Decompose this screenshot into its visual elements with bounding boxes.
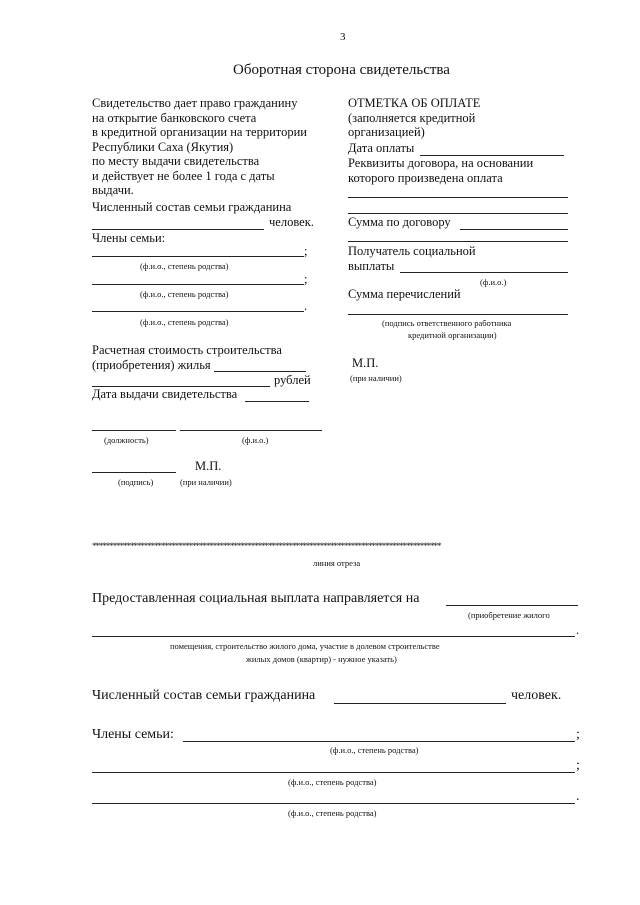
semicolon: ; <box>576 758 580 773</box>
members-label: Члены семьи: <box>92 231 166 245</box>
contract-details-field-1[interactable] <box>348 197 568 198</box>
signature-field[interactable] <box>92 472 176 473</box>
member-caption-3: (ф.и.о., степень родства) <box>140 317 229 327</box>
payment-date-label: Дата оплаты <box>348 141 415 155</box>
cost-field-1[interactable] <box>214 371 306 372</box>
direction-text: Предоставленная социальная выплата направляется на <box>92 591 420 606</box>
cost-label-1: Расчетная стоимость строительства <box>92 343 282 357</box>
contract-details-field-2[interactable] <box>348 213 568 214</box>
rubles-label: рублей <box>274 373 311 387</box>
purpose-caption-2: жилых домов (квартир) - нужное указать) <box>246 654 397 664</box>
issue-date-field[interactable] <box>245 401 309 402</box>
payment-mark: ОТМЕТКА ОБ ОПЛАТЕ (заполняется кредитной организацией) <box>348 96 481 139</box>
semicolon: ; <box>304 244 308 258</box>
signature-caption: (подпись) <box>118 477 154 487</box>
officer-signature-caption-2: кредитной организации) <box>408 330 497 340</box>
bottom-family-label: Численный состав семьи гражданина <box>92 688 316 703</box>
contract-sum-label: Сумма по договору <box>348 215 451 229</box>
bottom-member-caption-1: (ф.и.о., степень родства) <box>330 745 419 755</box>
position-caption: (должность) <box>104 435 149 445</box>
purpose-field-2[interactable] <box>92 636 575 637</box>
semicolon: ; <box>304 272 308 286</box>
page-number: 3 <box>340 31 346 43</box>
member-caption-2: (ф.и.о., степень родства) <box>140 289 229 299</box>
right-stamp-label: М.П. <box>352 356 379 370</box>
bottom-member-caption-3: (ф.и.о., степень родства) <box>288 808 377 818</box>
intro-text: Свидетельство дает право гражданину на открытие банковского счета в кредитной организации на территории Республики Саха (Якутия) по месту выдачи свидетельства и действует не более 1 года с даты выдачи. <box>92 96 307 197</box>
member-field-1[interactable] <box>92 256 304 257</box>
cost-label-2: (приобретения) жилья <box>92 358 211 372</box>
fio-caption: (ф.и.о.) <box>242 435 269 445</box>
member-field-2[interactable] <box>92 284 304 285</box>
issue-date-label: Дата выдачи свидетельства <box>92 387 238 401</box>
transfer-sum-field[interactable] <box>348 314 568 315</box>
position-field[interactable] <box>92 430 176 431</box>
stamp-label: М.П. <box>195 459 222 473</box>
period: . <box>304 299 308 313</box>
family-count-label: Численный состав семьи гражданина <box>92 200 292 214</box>
recipient-field[interactable] <box>400 272 568 273</box>
period: . <box>576 789 580 804</box>
semicolon: ; <box>576 727 580 742</box>
family-count-field[interactable] <box>92 229 264 230</box>
contract-sum-field[interactable] <box>460 229 568 230</box>
persons-label: человек. <box>269 215 314 229</box>
bottom-member-field-1[interactable] <box>183 741 575 742</box>
bottom-persons-label: человек. <box>511 688 562 703</box>
recipient-label: Получатель социальной выплаты <box>348 244 476 273</box>
bottom-member-field-2[interactable] <box>92 772 575 773</box>
cut-line-label: линия отреза <box>313 558 361 568</box>
recipient-caption: (ф.и.о.) <box>480 277 507 287</box>
officer-signature-caption-1: (подпись ответственного работника <box>382 318 512 328</box>
member-caption-1: (ф.и.о., степень родства) <box>140 261 229 271</box>
purpose-hint: (приобретение жилого <box>468 610 550 620</box>
purpose-caption-1: помещения, строительство жилого дома, участие в долевом строительстве <box>170 641 440 651</box>
bottom-family-field[interactable] <box>334 703 506 704</box>
contract-details-label: Реквизиты договора, на основании которого произведена оплата <box>348 156 534 185</box>
fio-field[interactable] <box>180 430 322 431</box>
contract-sum-field-2[interactable] <box>348 241 568 242</box>
cut-line-stars: ***************************************************************************************************** <box>92 541 441 551</box>
member-field-3[interactable] <box>92 311 304 312</box>
bottom-member-field-3[interactable] <box>92 803 575 804</box>
bottom-member-caption-2: (ф.и.о., степень родства) <box>288 777 377 787</box>
page-title: Оборотная сторона свидетельства <box>233 62 450 78</box>
right-stamp-caption: (при наличии) <box>350 373 402 383</box>
period: . <box>576 623 580 637</box>
transfer-sum-label: Сумма перечислений <box>348 287 461 301</box>
purpose-field-1[interactable] <box>446 605 578 606</box>
bottom-members-label: Члены семьи: <box>92 727 174 742</box>
stamp-caption: (при наличии) <box>180 477 232 487</box>
